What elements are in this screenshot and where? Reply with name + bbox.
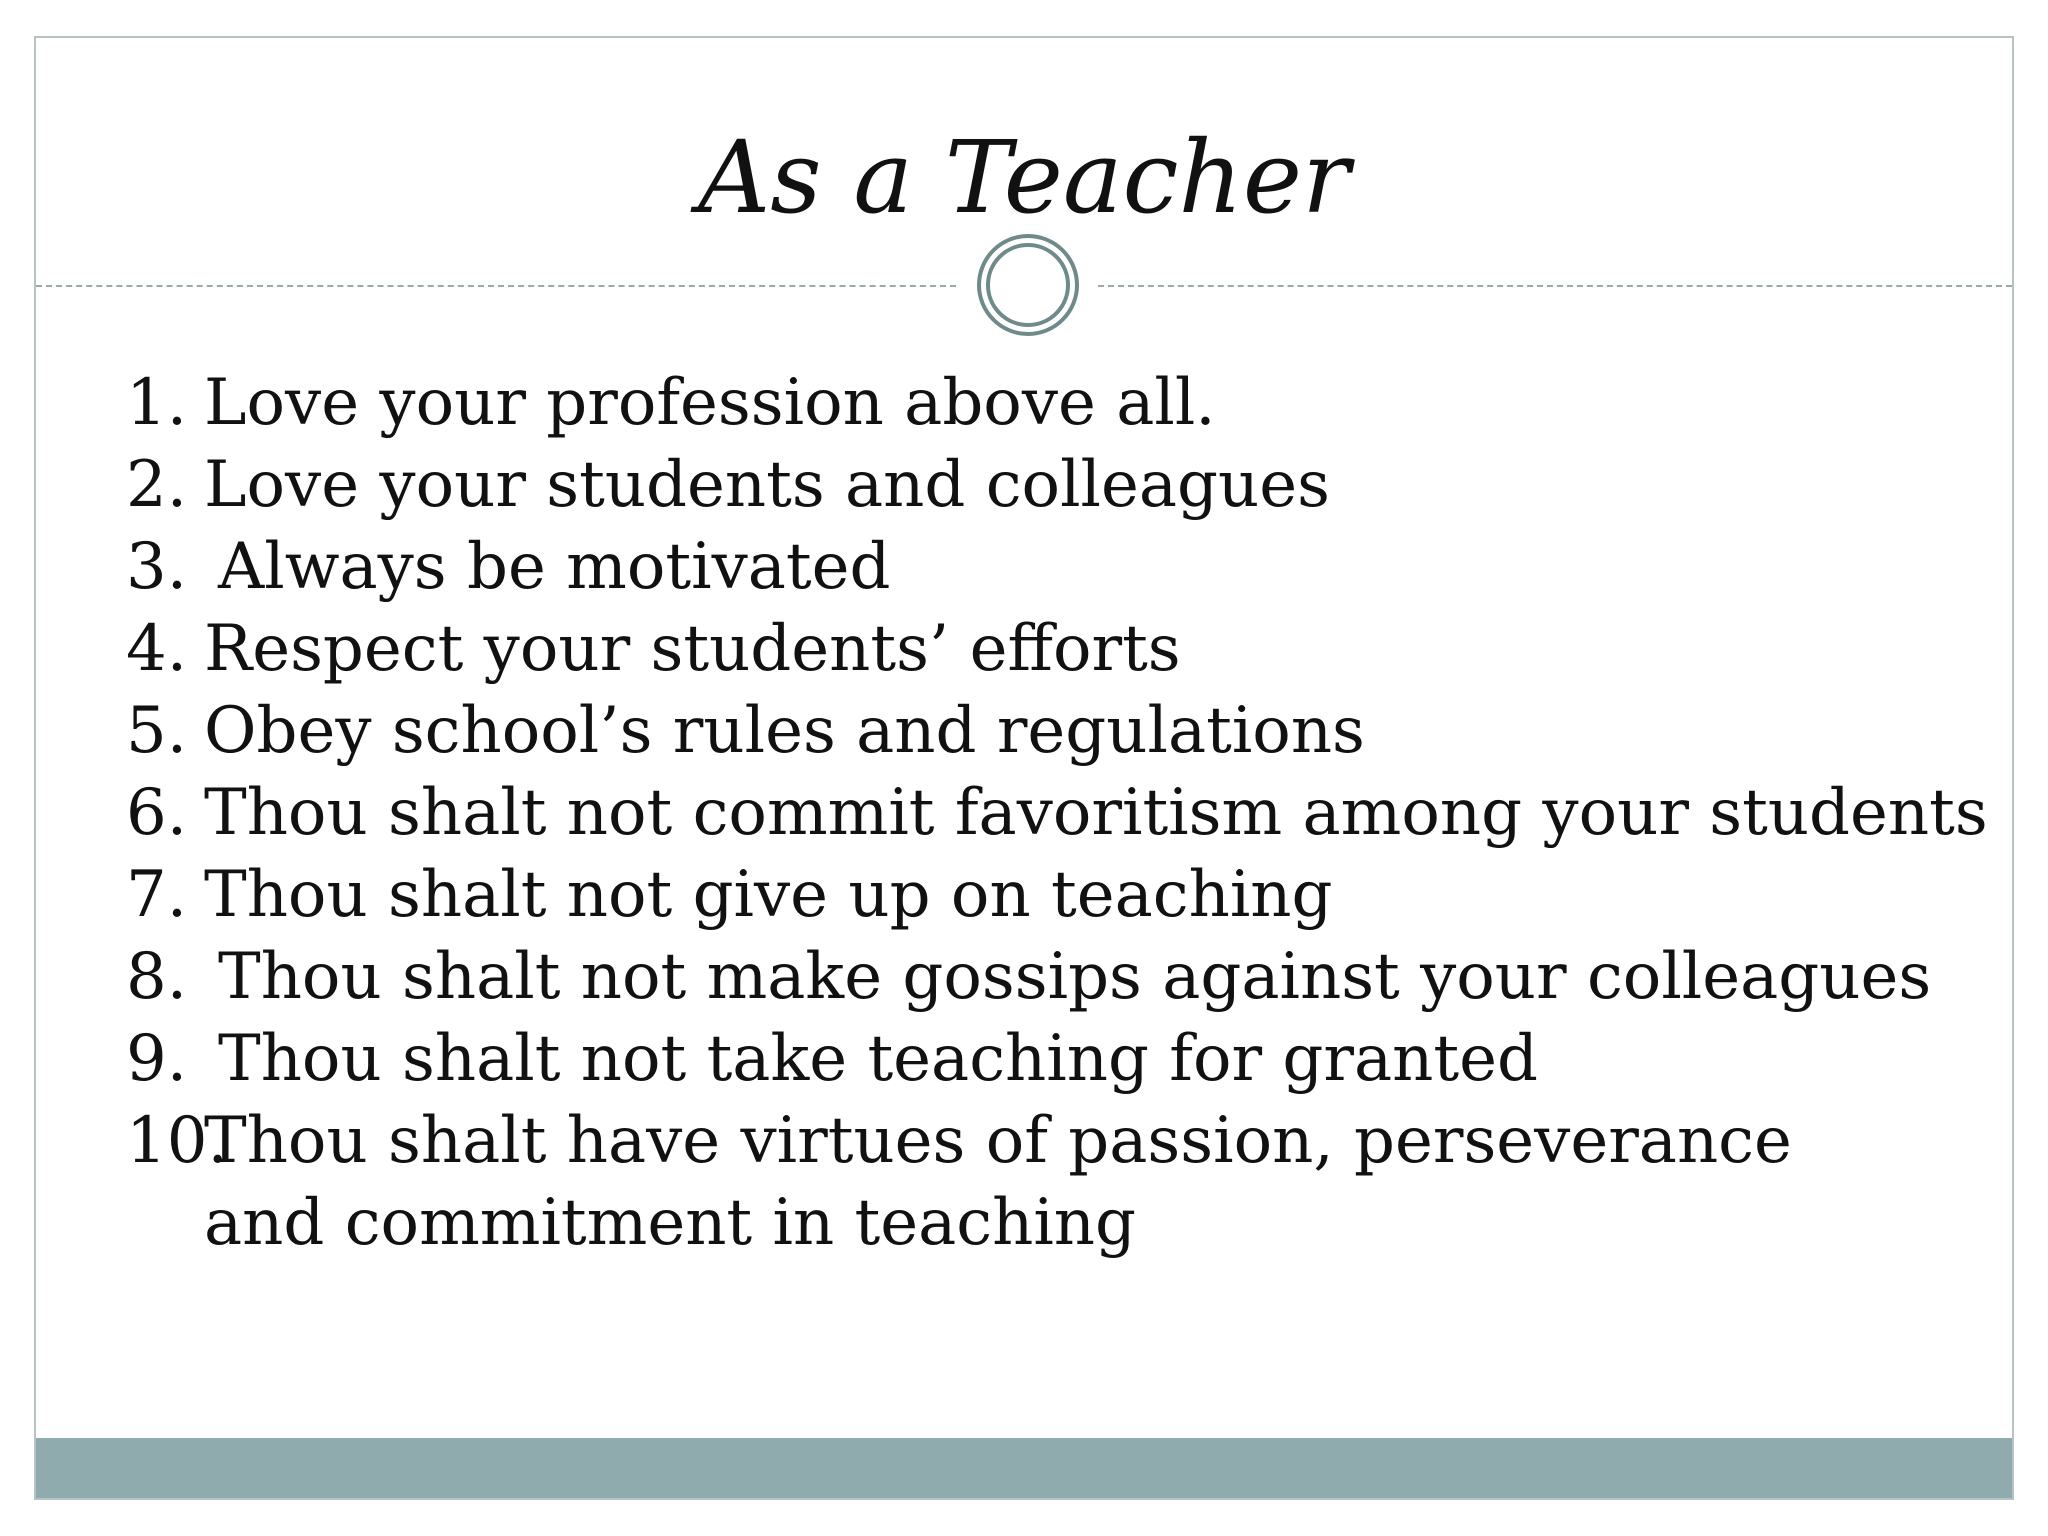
list-item-text: Love your students and colleagues: [204, 448, 1330, 522]
slide-title: As a Teacher: [698, 119, 1350, 236]
footer-accent-bar: [36, 1438, 2012, 1498]
list-item-number: 8.: [126, 940, 188, 1014]
list-item-number: 7.: [126, 858, 188, 932]
list-item-number: 6.: [126, 776, 188, 850]
list-item-text: Thou shalt not take teaching for granted: [218, 1022, 1538, 1096]
list-item-text: Thou shalt not make gossips against your colleagues: [218, 940, 1932, 1014]
list-item-number: 2.: [126, 448, 188, 522]
list-item-number: 1.: [126, 366, 188, 440]
title-divider-left: [36, 285, 956, 287]
numbered-list: [126, 362, 1986, 1264]
list-item-text: Love your profession above all.: [204, 366, 1216, 440]
list-item-number: 4.: [126, 612, 188, 686]
list-item-number: 10.: [126, 1104, 228, 1178]
list-item-text: Always be motivated: [218, 530, 891, 604]
list-item: [126, 526, 1986, 608]
circle-ornament-icon: [976, 233, 1080, 337]
list-item: [126, 772, 1986, 854]
list-item: [126, 362, 1986, 444]
list-item: [126, 690, 1986, 772]
list-item-text: Thou shalt not give up on teaching: [204, 858, 1333, 932]
list-item: [126, 608, 1986, 690]
list-item-text: Thou shalt have virtues of passion, perseverance and commitment in teaching: [204, 1104, 1792, 1260]
list-item-number: 3.: [126, 530, 188, 604]
list-item: [126, 1018, 1986, 1100]
list-item: [126, 854, 1986, 936]
list-item: [126, 1100, 1986, 1264]
list-item-text: Thou shalt not commit favoritism among your students: [204, 776, 1988, 850]
list-item-number: 5.: [126, 694, 188, 768]
title-divider-right: [1098, 285, 2012, 287]
list-item: [126, 936, 1986, 1018]
list-item-text: Obey school’s rules and regulations: [204, 694, 1365, 768]
list-item: [126, 444, 1986, 526]
list-item-text: Respect your students’ efforts: [204, 612, 1181, 686]
list-item-number: 9.: [126, 1022, 188, 1096]
